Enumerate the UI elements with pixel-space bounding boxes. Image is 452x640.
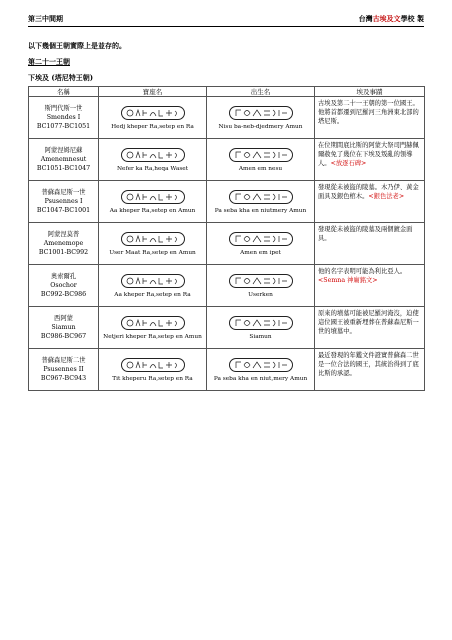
region-heading: 下埃及 (塔尼特王朝) (28, 73, 94, 82)
pharaoh-english-name: Siamun (51, 324, 76, 331)
pharaoh-name-cell (29, 223, 99, 265)
cartouche-icon (229, 148, 293, 162)
deeds-cell (315, 139, 425, 181)
pharaoh-english-name: Psusennes I (44, 198, 83, 205)
birth-name-text: Pa seba kha en niutmery Amun (214, 207, 307, 214)
pharaoh-english-name: Smendes I (46, 114, 81, 121)
cartouche-icon (229, 232, 293, 246)
header-highlight: 古埃及文 (372, 14, 401, 23)
cartouche-icon (229, 106, 293, 120)
pharaoh-name-cell (29, 181, 99, 223)
deeds-text: 原來的墳墓可能被尼羅河淹沒，迫使這位國王被重新埋葬在普蘇森尼斯一世的墳墓中。 (318, 310, 419, 335)
pharaoh-chinese-name: 斯門代斯一世 (44, 105, 83, 112)
cartouche-icon (121, 148, 185, 162)
birth-name-cell (207, 265, 315, 307)
cartouche-icon (229, 190, 293, 204)
deeds-text: 最近發現的年鑑文件證實普蘇森二世是一位合法的國王，其統治得到了底比斯的承認。 (318, 352, 419, 377)
pharaoh-english-name: Amenemope (43, 240, 84, 247)
throne-name-cell (99, 223, 207, 265)
cartouche-icon (229, 358, 293, 372)
table-row (29, 223, 425, 265)
page-header (28, 14, 424, 27)
deeds-text: 古埃及第二十一王朝的第一位國王。他將首都遷到尼羅河三角洲東北部的塔尼斯。 (318, 100, 419, 125)
reign-years: BC1047-BC1001 (36, 207, 91, 214)
birth-name-cell (207, 181, 315, 223)
reign-years: BC1077-BC1051 (36, 123, 91, 130)
pharaoh-chinese-name: 阿蒙涅莫普 (47, 231, 80, 238)
deeds-cell (315, 307, 425, 349)
table-row (29, 181, 425, 223)
pharaoh-chinese-name: 奧索爾孔 (50, 273, 77, 280)
deeds-source: <Semna 神廟銘文> (318, 277, 378, 284)
birth-name-cell (207, 349, 315, 391)
dynasty-title: 第二十一王朝 (28, 57, 70, 66)
throne-name-text: Tit kheperu Ra,setep en Ra (112, 375, 193, 382)
column-header-throne: 寶座名 (99, 87, 207, 97)
header-right (359, 14, 424, 24)
table-header-row (29, 87, 425, 97)
pharaoh-name-cell (29, 97, 99, 139)
birth-name-cell (207, 139, 315, 181)
throne-name-text: Nefer ka Ra,heqa Waset (116, 165, 189, 172)
reign-years: BC986-BC967 (40, 333, 87, 340)
throne-name-text: Aa kheper Ra,setep en Amun (109, 207, 196, 214)
throne-name-text: User Maat Ra,setep en Amun (109, 249, 196, 256)
deeds-cell (315, 223, 425, 265)
pharaoh-name-cell (29, 349, 99, 391)
pharaoh-chinese-name: 普蘇森尼斯二世 (41, 357, 86, 364)
dynasty-heading (28, 57, 424, 67)
throne-name-text: Aa kheper Ra,setep en Ra (114, 291, 191, 298)
cartouche-icon (121, 358, 185, 372)
table-row (29, 139, 425, 181)
birth-name-text: Userken (248, 291, 273, 298)
cartouche-icon (121, 106, 185, 120)
header-left: 第三中間期 (28, 14, 63, 23)
pharaoh-name-cell (29, 307, 99, 349)
column-header-birth: 出生名 (207, 87, 315, 97)
pharaoh-name-cell (29, 265, 99, 307)
pharaoh-table (28, 86, 425, 391)
throne-name-cell (99, 139, 207, 181)
throne-name-cell (99, 307, 207, 349)
birth-name-text: Pa seba kha en niut,mery Amun (213, 375, 308, 382)
cartouche-icon (229, 316, 293, 330)
reign-years: BC992-BC986 (40, 291, 87, 298)
pharaoh-chinese-name: 西阿蒙 (54, 315, 73, 322)
reign-years: BC1051-BC1047 (36, 165, 91, 172)
throne-name-text: Hedj kheper Ra,setep en Ra (111, 123, 194, 130)
table-row (29, 349, 425, 391)
birth-name-text: Siamun (249, 333, 272, 340)
pharaoh-english-name: Psusennes II (43, 366, 84, 373)
birth-name-cell (207, 223, 315, 265)
birth-name-text: Amen em ipet (240, 249, 281, 256)
pharaoh-chinese-name: 阿蒙涅姆尼蘇 (44, 147, 83, 154)
reign-years: BC1001-BC992 (38, 249, 89, 256)
header-right-pre: 台灣 (358, 14, 373, 23)
birth-name-text: Nisu ba-neb-djedmery Amun (218, 123, 303, 130)
deeds-cell (315, 181, 425, 223)
deeds-text: 在位期間底比斯的阿蒙大祭司門赫佩爾赦免了幾位在下埃及叛亂的領導人。 (318, 142, 419, 167)
throne-name-cell (99, 97, 207, 139)
cartouche-icon (121, 274, 185, 288)
pharaoh-english-name: Osochor (50, 282, 77, 289)
deeds-source: <放逐石碑> (330, 160, 367, 167)
throne-name-cell (99, 265, 207, 307)
birth-name-cell (207, 97, 315, 139)
deeds-cell (315, 97, 425, 139)
deeds-text: 發現從未被盜的陵墓及兩個鍍金面具。 (318, 226, 413, 242)
table-row (29, 97, 425, 139)
birth-name-cell (207, 307, 315, 349)
cartouche-icon (229, 274, 293, 288)
column-header-deeds: 埃及事蹟 (315, 87, 425, 97)
header-right-post: 學校 製 (400, 14, 424, 23)
deeds-cell (315, 349, 425, 391)
intro-line: 以下幾個王朝實際上是並存的。 (28, 41, 126, 50)
table-row (29, 307, 425, 349)
table-row (29, 265, 425, 307)
document-page (28, 14, 424, 391)
cartouche-icon (121, 232, 185, 246)
pharaoh-english-name: Amenemnesut (40, 156, 87, 163)
deeds-cell (315, 265, 425, 307)
throne-name-text: Netjeri kheper Ra,setep en Amun (103, 333, 202, 340)
reign-years: BC967-BC943 (40, 375, 87, 382)
pharaoh-name-cell (29, 139, 99, 181)
pharaoh-chinese-name: 普蘇森尼斯一世 (41, 189, 86, 196)
deeds-text: 發現從未被盜的陵墓。木乃伊、黃金面具及銀色棺木。 (318, 184, 419, 200)
throne-name-cell (99, 181, 207, 223)
throne-name-cell (99, 349, 207, 391)
deeds-text: 他的名字表明可能為利比亞人。 (318, 268, 407, 275)
cartouche-icon (121, 316, 185, 330)
column-header-name: 名稱 (29, 87, 99, 97)
deeds-source: <銀色法老> (368, 193, 405, 200)
birth-name-text: Amen em nesu (238, 165, 283, 172)
cartouche-icon (121, 190, 185, 204)
